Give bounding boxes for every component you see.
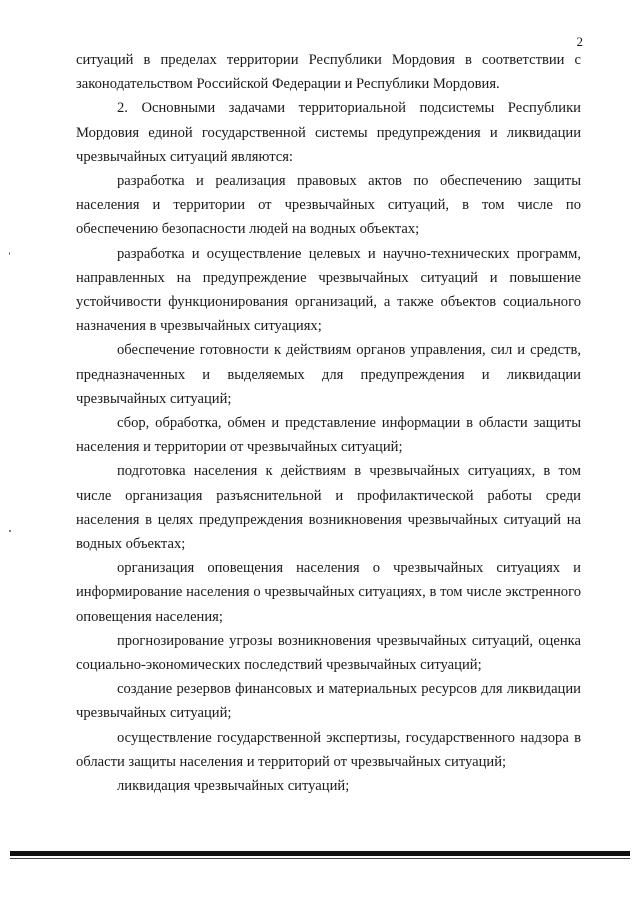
scan-bottom-border <box>10 851 630 856</box>
paragraph-continuation: ситуаций в пределах территории Республики Мордовия в соответствии с законодательством Российской Федерации и Республики Мордовия. <box>76 52 581 93</box>
paragraph-task-reserves: создание резервов финансовых и материальных ресурсов для ликвидации чрезвычайных ситуаций; <box>76 681 581 722</box>
paragraph-task-supervision: осуществление государственной экспертизы, государственного надзора в области защиты населения и территорий от чрезвычайных ситуаций; <box>76 729 581 770</box>
paragraph-task-legal-acts: разработка и реализация правовых актов по обеспечению защиты населения и территории от чрезвычайных ситуаций, в том числе по обеспечению безопасности людей на водных объектах; <box>76 173 581 238</box>
scan-speck <box>9 530 11 532</box>
document-body <box>76 48 581 798</box>
page-number: 2 <box>576 34 583 49</box>
paragraph-task-programs: разработка и осуществление целевых и научно-технических программ, направленных на предупреждение чрезвычайных ситуаций и повышение устойчивости функционирования организаций, а также объектов социального назначения в чрезвычайных ситуациях; <box>76 245 581 335</box>
paragraph-task-information: сбор, обработка, обмен и представление информации в области защиты населения и территории от чрезвычайных ситуаций; <box>76 415 581 456</box>
scan-speck <box>9 252 10 255</box>
paragraph-tasks-intro: 2. Основными задачами территориальной подсистемы Республики Мордовия единой государственной системы предупреждения и ликвидации чрезвычайных ситуаций являются: <box>76 100 581 165</box>
paragraph-task-notification: организация оповещения населения о чрезвычайных ситуациях и информирование населения о чрезвычайных ситуациях, в том числе экстренного оповещения населения; <box>76 560 581 625</box>
scan-bottom-border-thin <box>10 858 630 859</box>
paragraph-task-forecasting: прогнозирование угрозы возникновения чрезвычайных ситуаций, оценка социально-экономических последствий чрезвычайных ситуаций; <box>76 632 581 674</box>
paragraph-task-readiness: обеспечение готовности к действиям органов управления, сил и средств, предназначенных и выделяемых для предупреждения и ликвидации чрезвычайных ситуаций; <box>76 342 581 407</box>
paragraph-task-training: подготовка населения к действиям в чрезвычайных ситуациях, в том числе организация разъяснительной и профилактической работы среди населения в целях предупреждения возникновения чрезвычайных ситуаций на водных объектах; <box>76 463 581 553</box>
paragraph-task-liquidation: ликвидация чрезвычайных ситуаций; <box>117 778 350 795</box>
